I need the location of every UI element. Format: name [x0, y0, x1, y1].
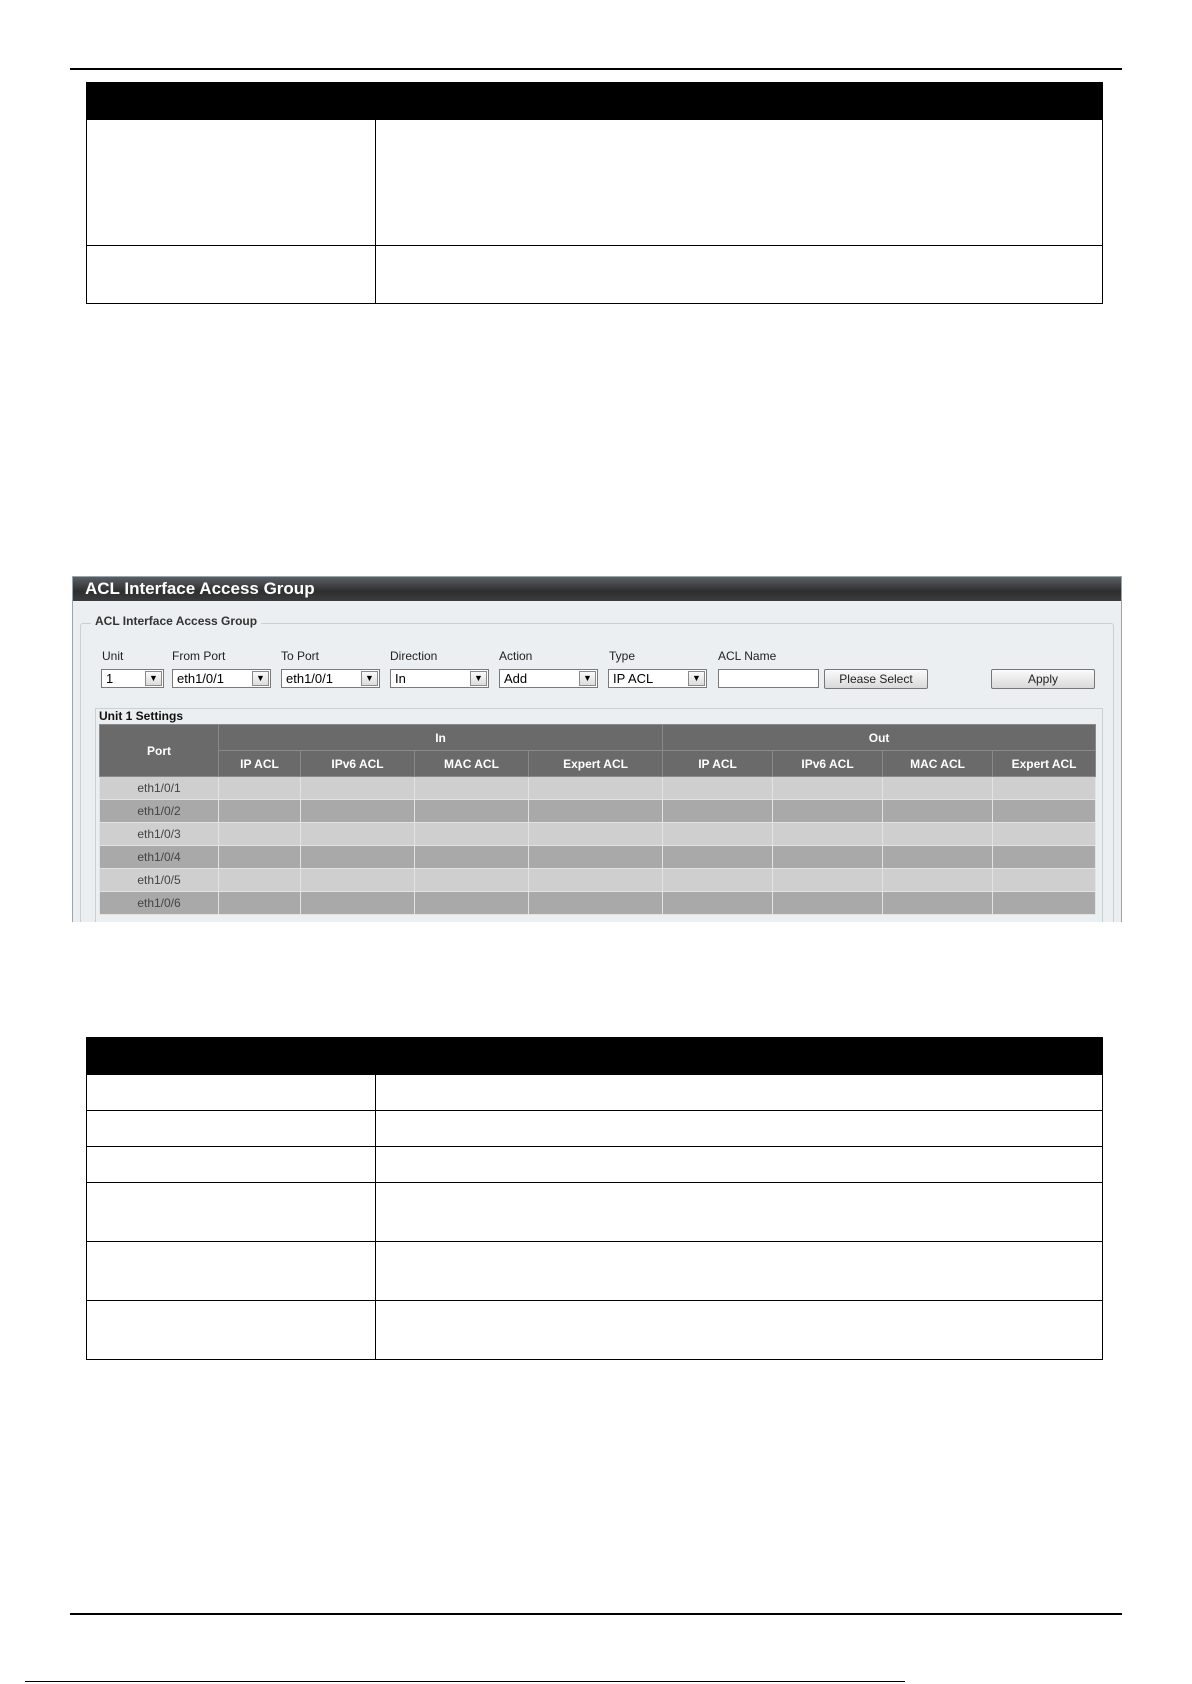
- table-cell: [376, 120, 1103, 246]
- unit-label: Unit: [102, 649, 124, 663]
- port-cell: eth1/0/5: [100, 869, 219, 892]
- port-cell: eth1/0/3: [100, 823, 219, 846]
- acl-cell: [301, 800, 415, 823]
- out-ip-acl-header: IP ACL: [663, 751, 773, 777]
- acl-cell: [219, 869, 301, 892]
- acl-cell: [529, 846, 663, 869]
- type-label: Type: [609, 649, 636, 663]
- action-label: Action: [499, 649, 533, 663]
- acl-cell: [415, 800, 529, 823]
- table-header-col2: [376, 83, 1103, 120]
- out-mac-acl-header: MAC ACL: [883, 751, 993, 777]
- acl-cell: [301, 892, 415, 915]
- please-select-button[interactable]: Please Select: [824, 669, 928, 689]
- table-cell: [87, 1111, 376, 1147]
- port-cell: eth1/0/1: [100, 777, 219, 800]
- table-cell: [376, 1111, 1103, 1147]
- acl-cell: [773, 777, 883, 800]
- from-port-label: From Port: [172, 649, 226, 663]
- type-select-value: IP ACL: [613, 671, 654, 686]
- page-header-rule: [70, 68, 1122, 70]
- table-cell: [376, 1147, 1103, 1183]
- from-port-select-value: eth1/0/1: [177, 671, 224, 686]
- table-header-col2: [376, 1038, 1103, 1075]
- unit-settings-title: Unit 1 Settings: [99, 709, 184, 723]
- in-group-header: In: [219, 725, 663, 751]
- acl-cell: [773, 869, 883, 892]
- acl-cell: [415, 823, 529, 846]
- type-select[interactable]: [608, 669, 707, 688]
- acl-cell: [993, 777, 1096, 800]
- table-cell: [376, 1242, 1103, 1301]
- parameter-table-bottom: [86, 1037, 1103, 1360]
- table-cell: [87, 1183, 376, 1242]
- acl-cell: [993, 869, 1096, 892]
- table-row: [100, 846, 1096, 869]
- table-cell: [376, 1183, 1103, 1242]
- table-row: [100, 800, 1096, 823]
- acl-cell: [773, 823, 883, 846]
- chevron-down-icon: ▼: [252, 671, 269, 686]
- acl-cell: [883, 800, 993, 823]
- panel-title: ACL Interface Access Group: [73, 577, 1121, 601]
- acl-cell: [993, 846, 1096, 869]
- direction-select-value: In: [395, 671, 406, 686]
- acl-cell: [773, 800, 883, 823]
- acl-cell: [883, 892, 993, 915]
- unit-select-value: 1: [106, 671, 114, 686]
- table-cell: [376, 1075, 1103, 1111]
- out-ipv6-acl-header: IPv6 ACL: [773, 751, 883, 777]
- acl-cell: [529, 823, 663, 846]
- acl-interface-access-group-panel: [72, 576, 1122, 922]
- acl-cell: [219, 777, 301, 800]
- table-row: [100, 869, 1096, 892]
- table-cell: [87, 246, 376, 304]
- page-bottom-rule: [25, 1681, 905, 1682]
- parameter-table-top: [86, 82, 1103, 304]
- acl-cell: [663, 777, 773, 800]
- direction-label: Direction: [390, 649, 438, 663]
- acl-cell: [993, 892, 1096, 915]
- acl-cell: [529, 800, 663, 823]
- table-cell: [87, 1242, 376, 1301]
- acl-cell: [219, 800, 301, 823]
- acl-cell: [301, 777, 415, 800]
- acl-cell: [301, 846, 415, 869]
- chevron-down-icon: ▼: [688, 671, 705, 686]
- acl-cell: [529, 892, 663, 915]
- table-cell: [87, 1075, 376, 1111]
- port-cell: eth1/0/2: [100, 800, 219, 823]
- acl-cell: [219, 823, 301, 846]
- acl-cell: [219, 892, 301, 915]
- acl-cell: [301, 869, 415, 892]
- in-ip-acl-header: IP ACL: [219, 751, 301, 777]
- to-port-select-value: eth1/0/1: [286, 671, 333, 686]
- port-column-header: Port: [100, 725, 219, 777]
- acl-cell: [415, 869, 529, 892]
- acl-cell: [993, 800, 1096, 823]
- in-mac-acl-header: MAC ACL: [415, 751, 529, 777]
- table-cell: [87, 1301, 376, 1360]
- acl-cell: [773, 846, 883, 869]
- acl-cell: [993, 823, 1096, 846]
- acl-cell: [529, 777, 663, 800]
- chevron-down-icon: ▼: [145, 671, 162, 686]
- in-ipv6-acl-header: IPv6 ACL: [301, 751, 415, 777]
- port-cell: eth1/0/4: [100, 846, 219, 869]
- table-row: [100, 823, 1096, 846]
- acl-cell: [883, 846, 993, 869]
- action-select[interactable]: [499, 669, 598, 688]
- chevron-down-icon: ▼: [470, 671, 487, 686]
- table-cell: [87, 1147, 376, 1183]
- in-expert-acl-header: Expert ACL: [529, 751, 663, 777]
- acl-cell: [883, 823, 993, 846]
- apply-button[interactable]: Apply: [991, 669, 1095, 689]
- acl-cell: [529, 869, 663, 892]
- acl-cell: [301, 823, 415, 846]
- acl-cell: [415, 892, 529, 915]
- action-select-value: Add: [504, 671, 528, 686]
- table-header-col1: [87, 1038, 376, 1075]
- table-cell: [87, 120, 376, 246]
- out-expert-acl-header: Expert ACL: [993, 751, 1096, 777]
- acl-cell: [883, 869, 993, 892]
- table-row: [100, 777, 1096, 800]
- acl-cell: [663, 800, 773, 823]
- to-port-label: To Port: [281, 649, 320, 663]
- from-port-select[interactable]: [172, 669, 271, 688]
- acl-cell: [773, 892, 883, 915]
- table-header-col1: [87, 83, 376, 120]
- acl-cell: [219, 846, 301, 869]
- acl-cell: [415, 846, 529, 869]
- acl-cell: [883, 777, 993, 800]
- out-group-header: Out: [663, 725, 1096, 751]
- table-cell: [376, 1301, 1103, 1360]
- acl-settings-table: [99, 724, 1096, 915]
- acl-cell: [663, 869, 773, 892]
- table-row: [100, 892, 1096, 915]
- to-port-select[interactable]: [281, 669, 380, 688]
- table-cell: [376, 246, 1103, 304]
- acl-cell: [663, 823, 773, 846]
- port-cell: eth1/0/6: [100, 892, 219, 915]
- fieldset-legend: ACL Interface Access Group: [91, 614, 261, 628]
- acl-name-input[interactable]: [718, 669, 819, 688]
- acl-cell: [663, 892, 773, 915]
- chevron-down-icon: ▼: [361, 671, 378, 686]
- page-footer-rule: [70, 1613, 1122, 1615]
- chevron-down-icon: ▼: [579, 671, 596, 686]
- unit-select[interactable]: [101, 669, 164, 688]
- acl-cell: [415, 777, 529, 800]
- acl-cell: [663, 846, 773, 869]
- direction-select[interactable]: [390, 669, 489, 688]
- acl-name-label: ACL Name: [718, 649, 777, 663]
